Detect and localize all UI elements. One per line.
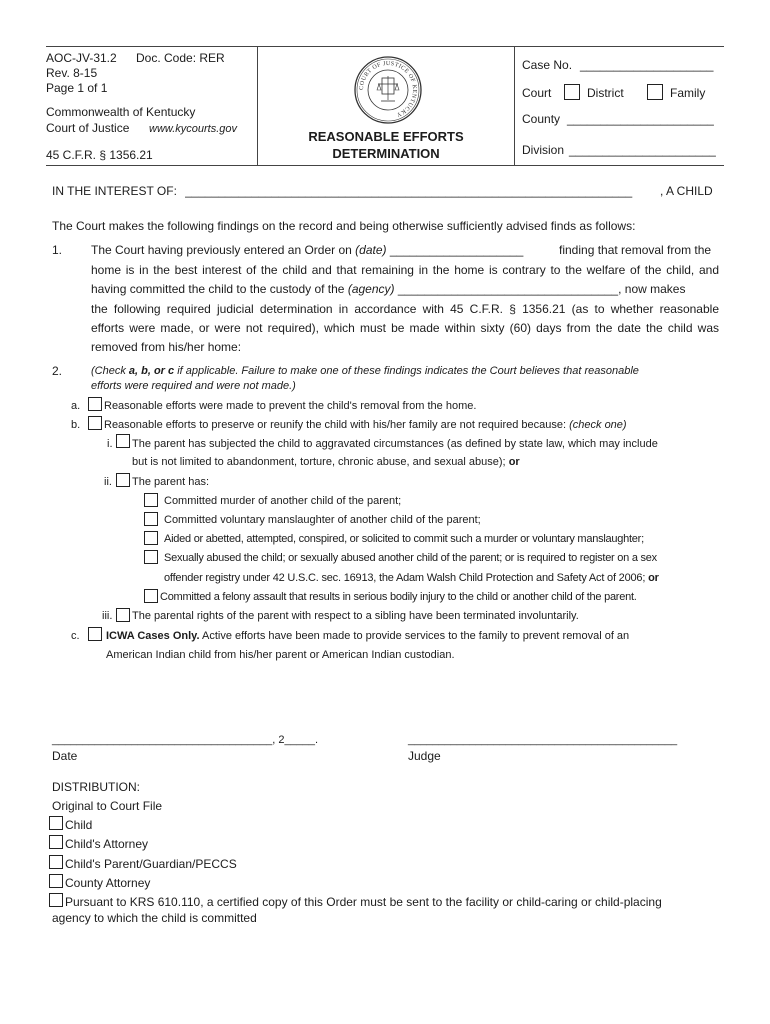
option-b-i-line-2 (132, 455, 520, 470)
doc-code: Doc. Code: RER (136, 51, 225, 65)
family-label: Family (670, 86, 706, 100)
dist-krs-line-2: agency to which the child is committed (52, 911, 257, 925)
dist-krs-text: Pursuant to KRS 610.110, a certified copy of this Order must be sent to the facility or child-caring or child-placing (65, 895, 662, 909)
dist-childs-attorney-checkbox[interactable] (49, 835, 63, 849)
header-divider-left (257, 46, 258, 165)
commonwealth: Commonwealth of Kentucky (46, 105, 196, 119)
option-b-main: Reasonable efforts to preserve or reunify the child with his/her family are not required because: (104, 419, 567, 431)
cfr-citation: 45 C.F.R. § 1356.21 (46, 148, 153, 162)
option-c-main: Active efforts have been made to provide services to the family to prevent removal of an (201, 630, 630, 642)
date-hint: (date) (355, 243, 387, 257)
date-signature-field[interactable]: ____________________________________, 2_____. (52, 734, 319, 746)
option-b-iii-checkbox[interactable] (116, 608, 130, 622)
option-b-ii-label: ii. (104, 476, 112, 488)
dist-parent-guardian-label: Child's Parent/Guardian/PECCS (65, 857, 237, 871)
item-1-line-3 (91, 282, 685, 297)
division-label: Division (522, 143, 565, 157)
original-to-court-file: Original to Court File (52, 799, 163, 813)
dist-county-attorney-checkbox[interactable] (49, 874, 63, 888)
option-b-i-line-2-text: but is not limited to abandonment, torture, chronic abuse, and sexual abuse); (132, 456, 506, 468)
item-1-line-3-a: having committed the child to the custody of the (91, 282, 345, 296)
sub-2-text: Committed voluntary manslaughter of another child of the parent; (164, 514, 481, 526)
sub-4-checkbox[interactable] (144, 550, 158, 564)
header-divider-right (514, 46, 515, 165)
order-date-field[interactable]: ____________________ (389, 243, 524, 257)
district-label: District (587, 86, 624, 100)
item-1-text-a: The Court having previously entered an Order on (91, 243, 352, 257)
instructions-text-a: (Check (91, 365, 126, 377)
item-1-number: 1. (52, 243, 63, 257)
option-b-i-label: i. (107, 438, 113, 450)
check-one-hint: (check one) (569, 419, 627, 431)
county-field[interactable]: ______________________ (567, 112, 714, 126)
dist-child-label: Child (65, 818, 93, 832)
sub-2-checkbox[interactable] (144, 512, 158, 526)
family-checkbox[interactable] (647, 84, 663, 100)
sub-1-checkbox[interactable] (144, 493, 158, 507)
item-2-number: 2. (52, 364, 63, 378)
court-label: Court (522, 86, 552, 100)
icwa-heading: ICWA Cases Only. (106, 630, 200, 642)
dist-child-checkbox[interactable] (49, 816, 63, 830)
or-connector-2: or (648, 572, 659, 584)
sub-3-text: Aided or abetted, attempted, conspired, or solicited to commit such a murder or voluntary manslaughter; (164, 533, 644, 545)
option-c-checkbox[interactable] (88, 627, 102, 641)
option-c-line-2: American Indian child from his/her parent or American Indian custodian. (106, 649, 455, 661)
item-1-line-4: the following required judicial determination in accordance with 45 C.F.R. § 1356.21 (as to whether reasonable (91, 302, 719, 316)
division-field[interactable]: ______________________ (569, 143, 716, 157)
website-link[interactable]: www.kycourts.gov (149, 123, 238, 135)
judge-label: Judge (408, 749, 441, 763)
option-a-text: Reasonable efforts were made to prevent the child's removal from the home. (104, 400, 477, 412)
item-1-line-2: home is in the best interest of the child and that remaining in the home is contrary to the welfare of the child, and (91, 263, 719, 277)
option-b-text (104, 418, 627, 433)
case-no-label: Case No. (522, 58, 573, 72)
option-b-iii-label: iii. (102, 610, 113, 622)
case-no-field[interactable]: ____________________ (580, 58, 714, 72)
item-2-instructions-line-2: efforts were required and were not made.) (91, 380, 296, 392)
judge-signature-field[interactable]: ____________________________________________ (408, 734, 678, 746)
sub-4-line-2 (164, 571, 659, 586)
agency-field[interactable]: _________________________________ (397, 282, 619, 296)
agency-hint: (agency) (347, 282, 395, 296)
option-b-ii-checkbox[interactable] (116, 473, 130, 487)
sub-4-text: Sexually abused the child; or sexually abused another child of the parent; or is required to register on a sex (164, 552, 657, 564)
option-a-label: a. (71, 400, 81, 412)
option-b-iii-text: The parental rights of the parent with respect to a sibling have been terminated involuntarily. (132, 610, 579, 622)
a-child-suffix: , A CHILD (660, 184, 713, 198)
form-title-line2: DETERMINATION (332, 146, 440, 161)
item-1-line-6: removed from his/her home: (91, 340, 242, 354)
date-label: Date (52, 749, 78, 763)
dist-county-attorney-label: County Attorney (65, 876, 151, 890)
interest-label: IN THE INTEREST OF: (52, 184, 177, 198)
item-2-instructions (91, 364, 639, 379)
item-1-line-5: efforts were made, or were not required), which must be made within sixty (60) days from the date the child was (91, 321, 719, 335)
sub-3-checkbox[interactable] (144, 531, 158, 545)
sub-1-text: Committed murder of another child of the parent; (164, 495, 402, 507)
option-c-text (106, 629, 629, 644)
dist-parent-guardian-checkbox[interactable] (49, 855, 63, 869)
court-of-justice: Court of Justice (46, 121, 130, 135)
option-b-checkbox[interactable] (88, 416, 102, 430)
instructions-text-b: if applicable. Failure to make one of these findings indicates the Court believes that reasonable (177, 365, 639, 377)
county-label: County (522, 112, 561, 126)
sub-4-line-2-text: offender registry under 42 U.S.C. sec. 16913, the Adam Walsh Child Protection and Safety Act of 2006; (164, 572, 646, 584)
court-seal-icon (352, 54, 424, 126)
sub-5-checkbox[interactable] (144, 589, 158, 603)
item-1-line-1 (91, 243, 523, 258)
option-b-label: b. (71, 419, 81, 431)
page-number: Page 1 of 1 (46, 81, 108, 95)
form-title-line1: REASONABLE EFFORTS (308, 129, 464, 144)
option-b-i-text: The parent has subjected the child to aggravated circumstances (as defined by state law, which may include (132, 438, 658, 450)
instructions-letters: a, b, or c (128, 365, 175, 377)
header-bottom-rule (46, 165, 724, 166)
distribution-title: DISTRIBUTION: (52, 780, 141, 794)
dist-krs-checkbox[interactable] (49, 893, 63, 907)
svg-text:COURT OF JUSTICE OF KENTUCKY: COURT OF JUSTICE OF KENTUCKY (358, 60, 418, 118)
item-1-text-b: finding that removal from the (559, 243, 712, 257)
header-top-rule (46, 46, 724, 47)
item-1-line-3-b: , now makes (618, 282, 686, 296)
revision: Rev. 8-15 (46, 66, 98, 80)
sub-5-text: Committed a felony assault that results in serious bodily injury to the child or another child of the parent. (160, 591, 637, 603)
option-b-i-checkbox[interactable] (116, 434, 130, 448)
intro-text: The Court makes the following findings on the record and being otherwise sufficiently advised finds as follows: (52, 219, 636, 233)
dist-childs-attorney-label: Child's Attorney (65, 837, 148, 851)
district-checkbox[interactable] (564, 84, 580, 100)
option-c-label: c. (71, 630, 80, 642)
child-name-field[interactable]: ___________________________________________________________________ (185, 184, 633, 198)
option-b-ii-text: The parent has: (132, 476, 210, 488)
or-connector-1: or (508, 456, 520, 468)
option-a-checkbox[interactable] (88, 397, 102, 411)
form-id: AOC-JV-31.2 (46, 51, 117, 65)
